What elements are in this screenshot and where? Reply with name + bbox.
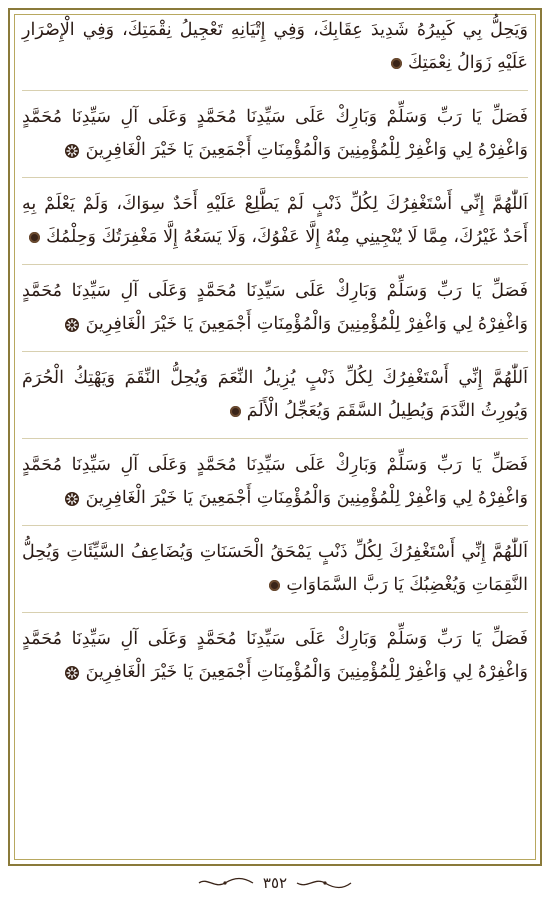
paragraph-salawat-1 bbox=[22, 101, 528, 167]
star-flower-icon bbox=[64, 665, 80, 681]
round-dot-icon bbox=[269, 580, 280, 591]
flourish-ornament-icon bbox=[295, 876, 353, 890]
paragraph-text: فَصَلِّ يَا رَبِّ وَسَلِّمْ وَبَارِكْ عَلَى سَيِّدِنَا مُحَمَّدٍ وَعَلَى آلِ سَيِّدِنَا مُحَمَّدٍ وَاغْفِرْهُ لِي وَاغْفِرْ لِلْمُؤْمِنِينَ وَالْمُؤْمِنَاتِ أَجْمَعِينَ يَا خَيْرَ الْغَافِرِينَ bbox=[22, 455, 528, 508]
divider bbox=[22, 264, 528, 265]
round-dot-icon bbox=[391, 58, 402, 69]
star-flower-icon bbox=[64, 317, 80, 333]
divider bbox=[22, 612, 528, 613]
star-flower-icon bbox=[64, 143, 80, 159]
divider bbox=[22, 438, 528, 439]
paragraph-text: فَصَلِّ يَا رَبِّ وَسَلِّمْ وَبَارِكْ عَلَى سَيِّدِنَا مُحَمَّدٍ وَعَلَى آلِ سَيِّدِنَا مُحَمَّدٍ وَاغْفِرْهُ لِي وَاغْفِرْ لِلْمُؤْمِنِينَ وَالْمُؤْمِنَاتِ أَجْمَعِينَ يَا خَيْرَ الْغَافِرِينَ bbox=[22, 281, 528, 334]
paragraph-text: فَصَلِّ يَا رَبِّ وَسَلِّمْ وَبَارِكْ عَلَى سَيِّدِنَا مُحَمَّدٍ وَعَلَى آلِ سَيِّدِنَا مُحَمَّدٍ وَاغْفِرْهُ لِي وَاغْفِرْ لِلْمُؤْمِنِينَ وَالْمُؤْمِنَاتِ أَجْمَعِينَ يَا خَيْرَ الْغَافِرِينَ bbox=[22, 629, 528, 682]
paragraph-dua-2 bbox=[22, 188, 528, 254]
paragraph-intro bbox=[22, 14, 528, 80]
round-dot-icon bbox=[29, 232, 40, 243]
paragraph-text: اَللّٰهُمَّ إِنِّي أَسْتَغْفِرُكَ لِكُلِّ ذَنْبٍ لَمْ يَطَّلِعْ عَلَيْهِ أَحَدٌ سِوَاكَ، وَلَمْ يَعْلَمْ بِهِ أَحَدٌ غَيْرُكَ، مِمَّا لَا يُنْجِينِي مِنْهُ إِلَّا عَفْوُكَ، وَلَا يَسَعُهُ إِلَّا مَغْفِرَتُكَ وَحِلْمُكَ bbox=[22, 194, 528, 247]
paragraph-dua-4 bbox=[22, 536, 528, 602]
paragraph-dua-3 bbox=[22, 362, 528, 428]
star-flower-icon bbox=[64, 491, 80, 507]
divider bbox=[22, 90, 528, 91]
paragraph-text: اَللّٰهُمَّ إِنِّي أَسْتَغْفِرُكَ لِكُلِّ ذَنْبٍ يَمْحَقُ الْحَسَنَاتِ وَيُضَاعِفُ السَّيِّئَاتِ وَيُحِلُّ النَّقِمَاتِ وَيُغْضِبُكَ يَا رَبَّ السَّمَاوَاتِ bbox=[22, 542, 528, 595]
divider bbox=[22, 351, 528, 352]
divider bbox=[22, 177, 528, 178]
page-number: ٣٥٢ bbox=[262, 874, 288, 892]
paragraph-text: وَيَحِلُّ بِي كَبِيرُهُ شَدِيدَ عِقَابِكَ، وَفِي إِتْيَانِهِ تَعْجِيلُ نِقْمَتِكَ، وَفِي الْإِصْرَارِ عَلَيْهِ زَوَالُ نِعْمَتِكَ bbox=[22, 20, 528, 73]
divider bbox=[22, 525, 528, 526]
round-dot-icon bbox=[230, 406, 241, 417]
paragraph-salawat-3 bbox=[22, 449, 528, 515]
paragraph-salawat-2 bbox=[22, 275, 528, 341]
paragraph-salawat-4 bbox=[22, 623, 528, 689]
flourish-ornament-icon bbox=[197, 876, 255, 890]
paragraph-text: فَصَلِّ يَا رَبِّ وَسَلِّمْ وَبَارِكْ عَلَى سَيِّدِنَا مُحَمَّدٍ وَعَلَى آلِ سَيِّدِنَا مُحَمَّدٍ وَاغْفِرْهُ لِي وَاغْفِرْ لِلْمُؤْمِنِينَ وَالْمُؤْمِنَاتِ أَجْمَعِينَ يَا خَيْرَ الْغَافِرِينَ bbox=[22, 107, 528, 160]
page-content bbox=[22, 14, 528, 893]
paragraph-text: اَللّٰهُمَّ إِنِّي أَسْتَغْفِرُكَ لِكُلِّ ذَنْبٍ يُزِيلُ النِّعَمَ وَيُحِلُّ النِّقَمَ وَيَهْتِكُ الْحُرَمَ وَيُورِثُ النَّدَمَ وَيُطِيلُ السَّقَمَ وَيُعَجِّلُ الْأَلَمَ bbox=[22, 368, 528, 421]
page-footer bbox=[0, 872, 550, 894]
